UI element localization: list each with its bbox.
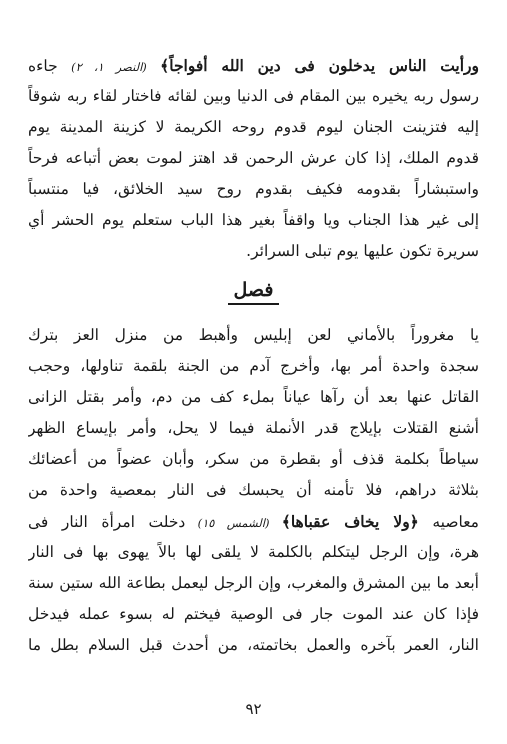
verse-reference: (الشمس ١٥) [185,516,282,530]
paragraph-2 [28,320,479,661]
line-text: دخلت امرأة النار فى [28,513,186,531]
text-line: سجدة واحدة أمر بها، وأخرج آدم من الجنة بلقمة تناولها، وحجب [28,357,479,375]
text-line: القاتل عنها بعد أن رآها عياناً بملء كف من دم، وأمر بقتل الزانى [28,388,479,406]
text-line: قدوم الملك، إذا كان عرش الرحمن قد اهتز لموت بعض أتباعه فرحاً [28,149,479,167]
text-line: فإذا كان عند الموت جار فى الوصية فيختم له بسوء عمله فيدخل [28,605,479,623]
text-line: أشنع القتلات بإيلاج قدر الأنملة فيما لا يحل، وأمر بإيساع الظهر [28,419,479,437]
line-text: جاءه [28,57,72,75]
text-line: هرة، وإن الرجل ليتكلم بالكلمة لا يلقى لها بالاً يهوى بها فى النار [28,543,479,561]
section-heading [0,279,507,305]
text-line: النار، العمر بآخره والعمل بخاتمته، من أحدث قبل السلام بطل ما [28,636,479,654]
text-line: يا مغروراً بالأماني لعن إبليس وأهبط من منزل العز بترك [28,326,479,344]
text-line: رسول ربه يخيره بين المقام فى الدنيا وبين لقائه فاختار لقاء ربه شوقاً [28,87,479,105]
text-line: سياطاً بكلمة قذف أو بقطرة من سكر، وأبان عضواً من أعضائك [28,450,479,468]
text-line: سريرة تكون عليها يوم تبلى السرائر. [246,242,479,260]
quran-verse: ورأيت الناس يدخلون فى دين الله أفواجاً﴾ [160,56,479,75]
line-text: معاصيه [418,513,479,531]
text-line: واستبشاراً بقدومه فكيف بقدوم روح سيد الخلائق، فيا منتسباً [28,180,479,198]
quran-verse: ﴿ولا يخاف عقباها﴾ [281,512,419,531]
paragraph-1 [28,50,479,267]
text-line: أبعد ما بين المشرق والمغرب، وإن الرجل ليعمل بطاعة الله ستين سنة [28,574,479,592]
page-number: ٩٢ [245,700,262,718]
text-line [28,506,479,537]
text-line: بثلاثة دراهم، فلا تأمنه أن يحبسك فى النار بمعصية واحدة من [28,481,479,499]
text-line: إليه فتزينت الجنان ليوم قدوم روحه الكريمة لا كزينة المدينة يوم [28,118,479,136]
section-heading-text: فصل [228,279,280,305]
verse-reference: (النصر ١، ٢) [71,60,147,74]
text-line [28,50,479,81]
text-line: إلى غير هذا الجناب ويا واقفاً بغير هذا الباب ستعلم يوم الحشر أي [28,211,479,229]
